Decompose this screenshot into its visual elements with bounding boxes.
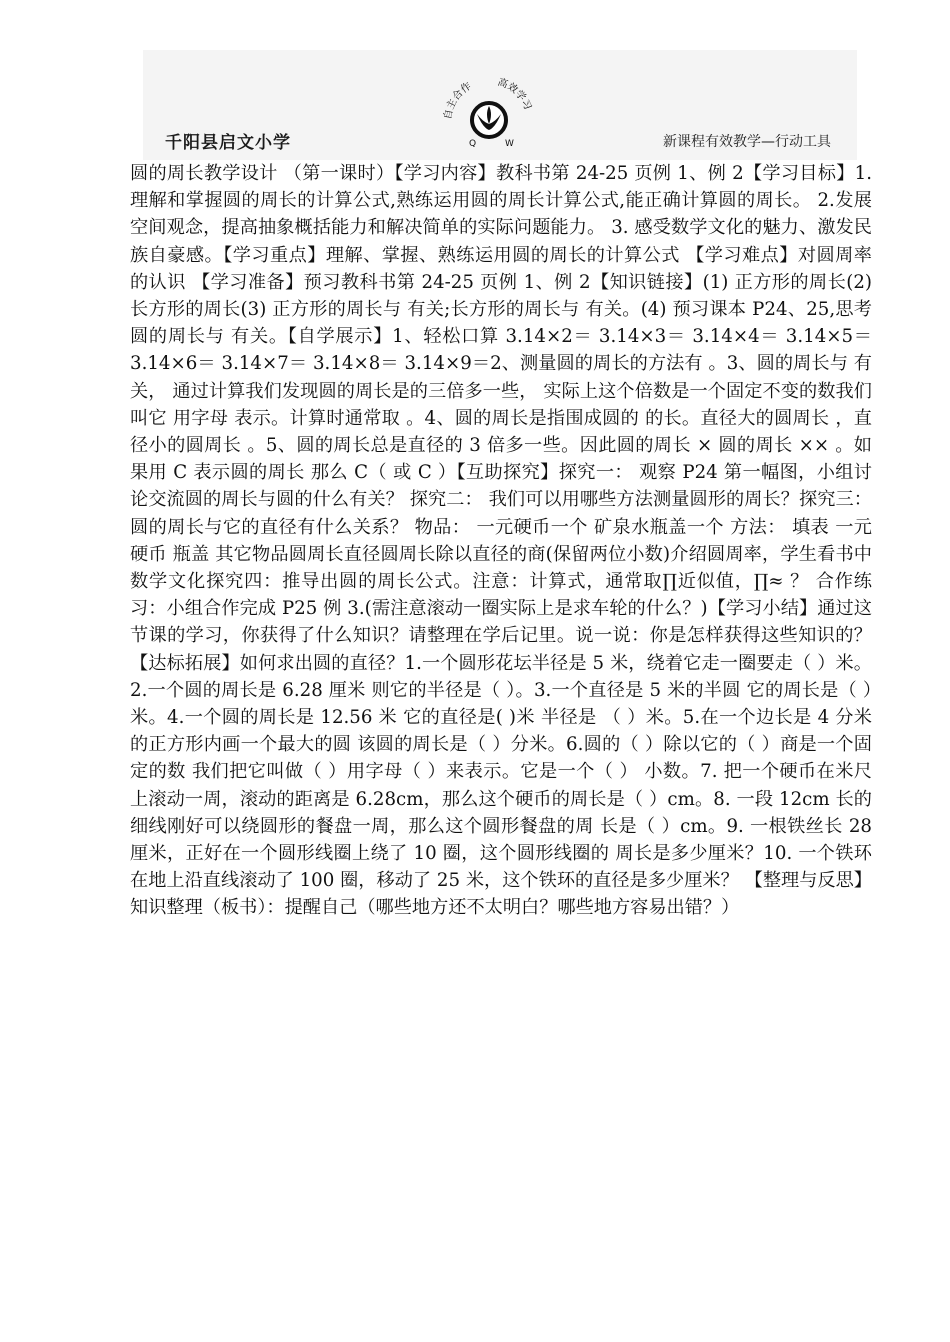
document-body-text: 圆的周长教学设计 （第一课时）【学习内容】教科书第 24-25 页例 1、例 2【学习目标】1.理解和掌握圆的周长的计算公式,熟练运用圆的周长计算公式,能正确计算圆的周长。 2.发展空间观念，提高抽象概括能力和解决简单的实际问题能力。 3. 感受数学文化的魅力、激发民族自豪感。【学习重点】理解、掌握、熟练运用圆的周长的计算公式 【学习难点】对圆周率的认识 【学习准备】预习教科书第 24-25 页例 1、例 2【知识链接】(1) 正方形的周长(2) 长方形的周长(3) 正方形的周长与 有关;长方形的周长与 有关。(4) 预习课本 P24、25,思考圆的周长与 有关。【自学展示】1、轻松口算 3.14×2＝ 3.14×3＝ 3.14×4＝ 3.14×5＝ 3.14×6＝ 3.14×7＝ 3.14×8＝ 3.14×9＝2、测量圆的周长的方法有 。3、圆的周长与 有关， 通过计算我们发现圆的周长是的三倍多一些， 实际上这个倍数是一个固定不变的数我们叫它 用字母 表示。计算时通常取 。4、圆的周长是指围成圆的 的长。直径大的圆周长 ，直径小的圆周长 。5、圆的周长总是直径的 3 倍多一些。因此圆的周长 × 圆的周长 ×× 。如果用 C 表示圆的周长 那么 C（ 或 C ）【互助探究】探究一： 观察 P24 第一幅图，小组讨论交流圆的周长与圆的什么有关？ 探究二： 我们可以用哪些方法测量圆形的周长？探究三： 圆的周长与它的直径有什么关系？ 物品： 一元硬币一个 矿泉水瓶盖一个 方法： 填表 一元硬币 瓶盖 其它物品圆周长直径圆周长除以直径的商(保留两位小数)介绍圆周率，学生看书中数学文化探究四：推导出圆的周长公式。注意：计算式，通常取∏近似值，∏≈ ？ 合作练习：小组合作完成 P25 例 3.(需注意滚动一圈实际上是求车轮的什么？)【学习小结】通过这节课的学习，你获得了什么知识？请整理在学后记里。说一说：你是怎样获得这些知识的？ 【达标拓展】如何求出圆的直径？1.一个圆形花坛半径是 5 米，绕着它走一圈要走（ ）米。2.一个圆的周长是 6.28 厘米 则它的半径是（ ）。3.一个直径是 5 米的半圆 它的周长是（ ）米。4.一个圆的周长是 12.56 米 它的直径是( )米 半径是 （ ）米。5.在一个边长是 4 分米的正方形内画一个最大的圆 该圆的周长是（ ）分米。6.圆的（ ）除以它的（ ）商是一个固定的数 我们把它叫做（ ）用字母（ ）来表示。它是一个（ ） 小数。7. 把一个硬币在米尺上滚动一周，滚动的距离是 6.28cm，那么这个硬币的周长是（ ）cm。8. 一段 12cm 长的细线刚好可以绕圆形的餐盘一周，那么这个圆形餐盘的周 长是（ ）cm。9. 一根铁丝长 28 厘米，正好在一个圆形线圈上绕了 10 圈，这个圆形线圈的 周长是多少厘米？10. 一个铁环在地上沿直线滚动了 100 圈，移动了 25 米，这个铁环的直径是多少厘米？ 【整理与反思】知识整理（板书）：提醒自己（哪些地方还不太明白？哪些地方容易出错？） [130,163,872,919]
logo-arc-left: 自主合作 [442,80,474,121]
header-slogan: 新课程有效教学—行动工具 [663,134,831,150]
logo-letter-q: Q [469,139,477,149]
logo-letter-w: W [505,139,514,149]
page-header [143,50,857,160]
school-logo-icon [429,64,549,154]
school-name: 千阳县启文小学 [165,133,291,153]
logo-arc-right: 高效学习 [496,76,534,112]
